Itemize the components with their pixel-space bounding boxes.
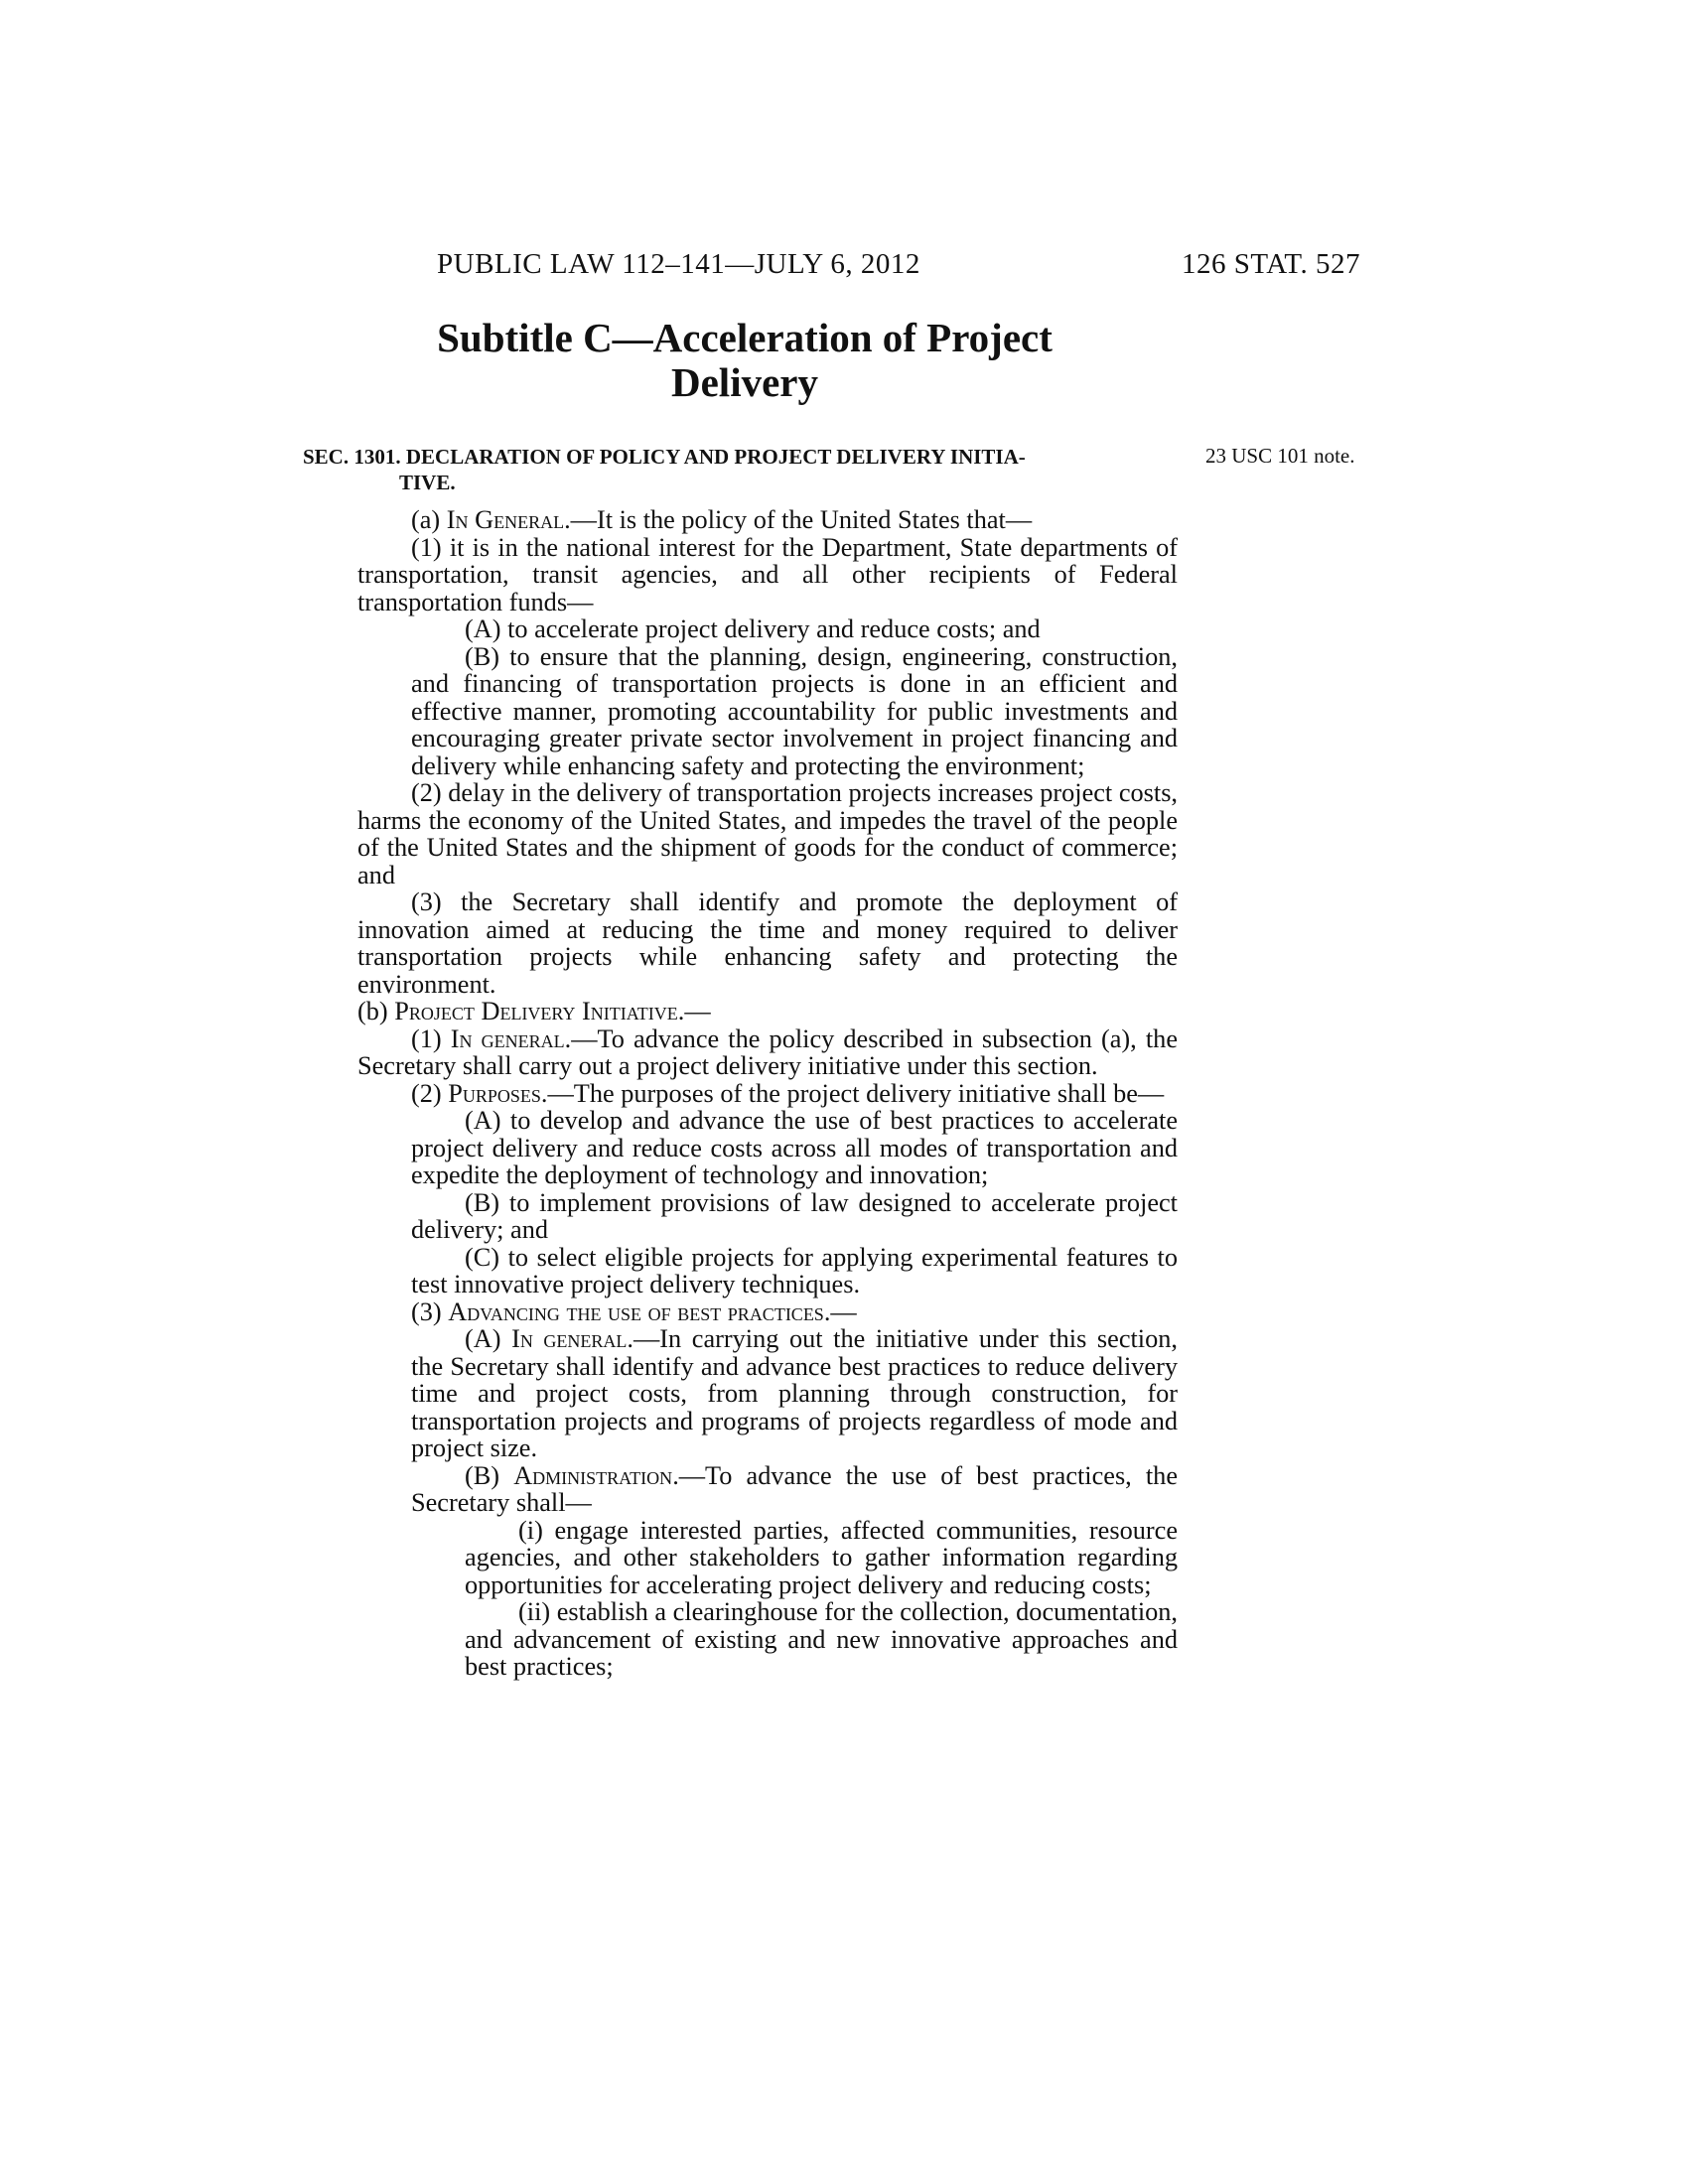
margin-note: 23 USC 101 note. bbox=[1205, 444, 1355, 468]
label: (A) bbox=[465, 1324, 512, 1353]
subtitle-line-1: Subtitle C—Acceleration of Project bbox=[437, 315, 1053, 360]
paragraph-b3A bbox=[357, 1325, 1178, 1462]
paragraph-a1B: (B) to ensure that the planning, design, engineering, construction, and financing of transportation projects is done in an efficient and effective manner, promoting accountability for public investments and encouraging greater private sector involvement in project financing and delivery while enhancing safety and protecting the environment; bbox=[411, 641, 1178, 780]
paragraph-a2: (2) delay in the delivery of transportation projects increases project costs, harms the economy of the United States, and impedes the travel of the people of the United States and the shipment of goods for the conduct of commerce; and bbox=[357, 778, 1178, 889]
label: (a) bbox=[411, 505, 447, 534]
paragraph-b1 bbox=[357, 1025, 1178, 1080]
clause-b3Bii: (ii) establish a clearinghouse for the collection, documentation, and advancement of existing and new innovative approaches and best practices; bbox=[465, 1597, 1178, 1681]
section-heading bbox=[303, 444, 1187, 495]
label: (3) bbox=[411, 1297, 449, 1326]
paragraph-text: .—In carrying out the initiative under this section, the Secretary shall identify and advance best practices to reduce delivery time and project costs, from planning through construction, for transportation projects and programs of projects regardless of mode and project size. bbox=[411, 1324, 1178, 1462]
paragraph-b3 bbox=[357, 1298, 1178, 1326]
paragraph-b3B bbox=[357, 1462, 1178, 1517]
caps-heading: In general bbox=[450, 1024, 565, 1053]
subtitle-heading bbox=[357, 316, 1132, 405]
label: (1) bbox=[411, 1024, 451, 1053]
paragraph-b2 bbox=[357, 1080, 1178, 1108]
paragraph-text: .—The purposes of the project delivery initiative shall be— bbox=[540, 1078, 1165, 1108]
page-header bbox=[0, 248, 1688, 288]
paragraph-a1: (1) it is in the national interest for the Department, State departments of transportation, transit agencies, and all other recipients of Federal transportation funds— bbox=[357, 532, 1178, 616]
section-heading-line-1: SEC. 1301. DECLARATION OF POLICY AND PROJECT DELIVERY INITIA- bbox=[303, 445, 1026, 469]
heading-tail: .— bbox=[677, 997, 711, 1025]
heading-tail: .— bbox=[823, 1297, 857, 1326]
label: (2) bbox=[411, 1078, 449, 1108]
caps-heading: Administration bbox=[513, 1460, 673, 1490]
paragraph-b2C: (C) to select eligible projects for applying experimental features to test innovative project delivery techniques. bbox=[411, 1242, 1178, 1298]
running-head: PUBLIC LAW 112–141—JULY 6, 2012 bbox=[437, 248, 920, 280]
paragraph-b2B: (B) to implement provisions of law designed to accelerate project delivery; and bbox=[411, 1187, 1178, 1244]
subsection-a-heading bbox=[357, 506, 1178, 534]
label: (B) bbox=[465, 1460, 514, 1490]
statute-citation: 126 STAT. 527 bbox=[1181, 248, 1360, 280]
subsection-b-heading bbox=[357, 998, 1178, 1025]
paragraph-text: .—To advance the policy described in subsection (a), the Secretary shall carry out a project delivery initiative under this section. bbox=[357, 1024, 1178, 1080]
caps-heading: Purposes bbox=[448, 1078, 541, 1108]
caps-heading: In general bbox=[511, 1324, 628, 1353]
caps-heading: Advancing the use of best practices bbox=[448, 1297, 824, 1326]
paragraph-b2A: (A) to develop and advance the use of best practices to accelerate project delivery and reduce costs across all modes of transportation and expedite the deployment of technology and innovation; bbox=[411, 1106, 1178, 1189]
section-heading-line-2: TIVE. bbox=[399, 471, 456, 494]
paragraph-text: .—It is the policy of the United States that— bbox=[564, 505, 1033, 534]
paragraph-a3: (3) the Secretary shall identify and promote the deployment of innovation aimed at reducing the time and money required to deliver transportation projects while enhancing safety and protecting the environment. bbox=[357, 887, 1178, 999]
caps-heading: Project Delivery Initiative bbox=[394, 997, 678, 1025]
caps-heading: In General bbox=[446, 505, 565, 534]
subtitle-line-2: Delivery bbox=[671, 359, 818, 405]
paragraph-text: .—To advance the use of best practices, the Secretary shall— bbox=[411, 1460, 1178, 1517]
section-body bbox=[357, 506, 1178, 1681]
clause-b3Bi: (i) engage interested parties, affected communities, resource agencies, and other stakeholders to gather information regarding opportunities for accelerating project delivery and reducing costs; bbox=[465, 1515, 1178, 1599]
paragraph-a1A: (A) to accelerate project delivery and reduce costs; and bbox=[465, 614, 1041, 643]
label: (b) bbox=[357, 997, 395, 1025]
